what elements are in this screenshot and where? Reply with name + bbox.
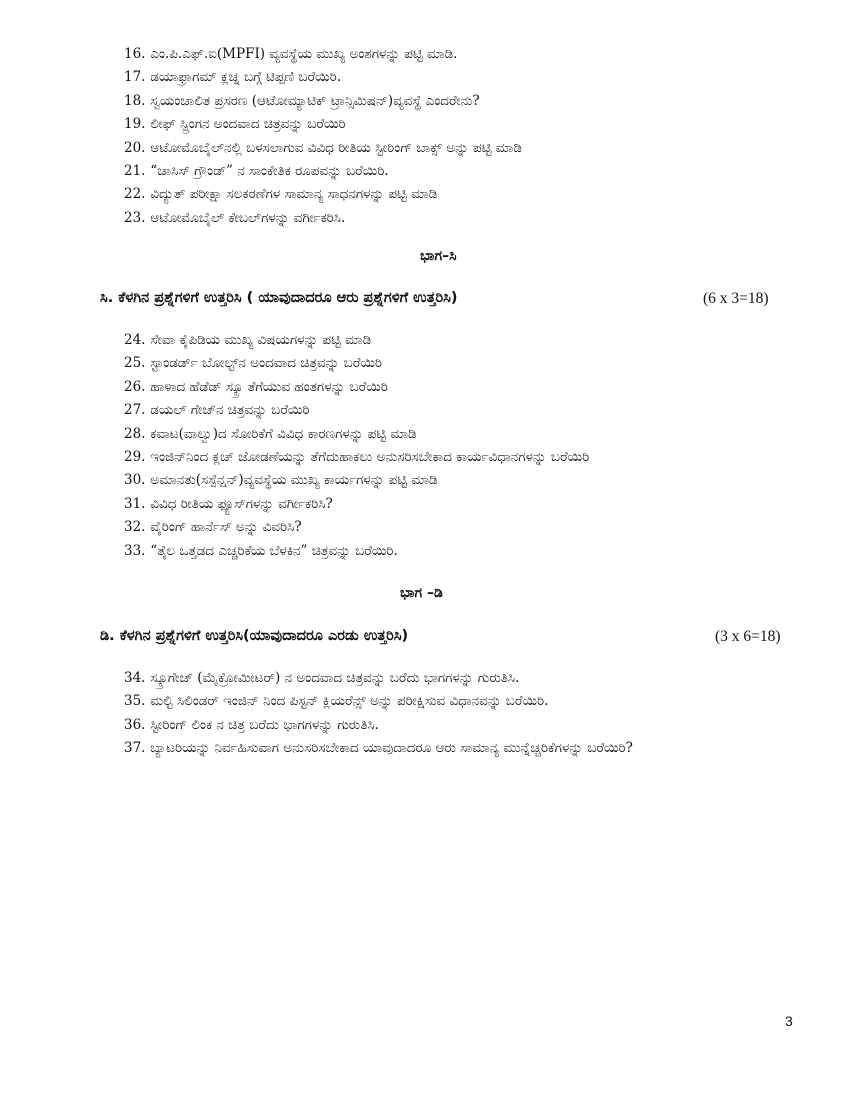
question-text: ವಿದ್ಯುತ್ ಪರೀಕ್ಷಾ ಸಲಕರಣೆಗಳ ಸಾಮಾನ್ಯ ಸಾಧನಗಳನ್ನು ಪಟ್ಟಿ ಮಾಡಿ — [150, 186, 438, 203]
question-text: ಇಂಜಿನ್‌ನಿಂದ ಕ್ಲಚ್ ಜೋಡಣೆಯನ್ನು ತೆಗೆದುಹಾಕಲು ಅನುಸರಿಸಬೇಕಾದ ಕಾರ್ಯವಿಧಾನಗಳನ್ನು ಬರೆಯಿರಿ — [150, 448, 590, 465]
question-item — [124, 714, 633, 737]
part-c-marks: (6 x 3=18) — [703, 290, 769, 307]
question-item — [124, 469, 589, 492]
question-text: ವಿವಿಧ ರೀತಿಯ ಫ್ಯೂಸ್‌ಗಳನ್ನು ವರ್ಗೀಕರಿಸಿ? — [150, 495, 333, 512]
question-list-part-c — [124, 329, 589, 563]
question-text: ಅಮಾನತು(ಸಸ್ಪೆನ್ಷನ್)ವ್ಯವಸ್ಥೆಯ ಮುಖ್ಯ ಕಾರ್ಯಗಳನ್ನು ಪಟ್ಟಿ ಮಾಡಿ — [150, 472, 438, 489]
question-item — [124, 690, 633, 713]
question-number: 18. — [124, 92, 146, 109]
question-number: 35. — [124, 693, 146, 710]
question-text: “ತೈಲ ಒತ್ತಡದ ಎಚ್ಚರಿಕೆಯ ಬೆಳಕಿನ” ಚಿತ್ರವನ್ನು ಬರೆಯಿರಿ. — [150, 542, 398, 559]
part-d-marks: (3 x 6=18) — [715, 628, 781, 645]
question-item — [124, 399, 589, 422]
question-number: 21. — [124, 162, 146, 179]
question-item — [124, 737, 633, 760]
part-d-title: ಭಾಗ –ಡಿ — [400, 585, 443, 601]
question-text: ಆಟೋಮೊಬೈಲ್ ಕೇಬಲ್‌ಗಳನ್ನು ವರ್ಗೀಕರಿಸಿ. — [150, 209, 346, 226]
question-number: 22. — [124, 186, 146, 203]
question-number: 32. — [124, 519, 146, 536]
question-text: ಡಯಾಫ್ರಾಗಮ್ ಕ್ಲಚ್ನ ಬಗ್ಗೆ ಟಿಪ್ಪಣಿ ಬರೆಯಿರಿ. — [150, 69, 342, 86]
question-number: 33. — [124, 542, 146, 559]
question-item — [124, 66, 522, 89]
part-c-instruction: ಸಿ. ಕೆಳಗಿನ ಪ್ರಶ್ನೆಗಳಿಗೆ ಉತ್ತರಿಸಿ ( ಯಾವುದಾದರೂ ಆರು ಪ್ರಶ್ನೆಗಳಿಗೆ ಉತ್ತರಿಸಿ) — [100, 290, 458, 306]
question-number: 31. — [124, 495, 146, 512]
question-text: ಬ್ಯಾಟರಿಯನ್ನು ನಿರ್ವಹಿಸುವಾಗ ಅನುಸರಿಸಬೇಕಾದ ಯಾವುದಾದರೂ ಆರು ಸಾಮಾನ್ಯ ಮುನ್ನೆಚ್ಚರಿಕೆಗಳನ್ನು ಬರೆಯಿರಿ? — [150, 740, 633, 757]
question-text: ಸ್ಟೀರಿಂಗ್ ಲಿಂಕ ನ ಚಿತ್ರ ಬರೆದು ಭಾಗಗಳನ್ನು ಗುರುತಿಸಿ. — [150, 716, 379, 733]
question-number: 26. — [124, 378, 146, 395]
question-number: 16. — [124, 46, 146, 62]
question-number: 36. — [124, 716, 146, 733]
question-text: ಸ್ವಯಂಚಾಲಿತ ಪ್ರಸರಣ (ಆಟೋಮ್ಯಾಟಿಕ್ ಟ್ರಾನ್ಸಿಮಿಷನ್)ವ್ಯವಸ್ಥೆ ಎಂದರೇನು? — [150, 92, 480, 109]
question-number: 20. — [124, 139, 146, 156]
question-item — [124, 352, 589, 375]
question-list-part-b — [124, 43, 522, 230]
question-item — [124, 329, 589, 352]
question-item — [124, 667, 633, 690]
question-item — [124, 207, 522, 230]
question-item — [124, 113, 522, 136]
question-text: ಆಟೋಮೊಬೈಲ್‌ನಲ್ಲಿ ಬಳಸಲಾಗುವ ವಿವಿಧ ರೀತಿಯ ಸ್ಟೀರಿಂಗ್ ಬಾಕ್ಸ್ ಅನ್ನು ಪಟ್ಟಿ ಮಾಡಿ — [150, 139, 522, 156]
question-item — [124, 90, 522, 113]
question-number: 28. — [124, 425, 146, 442]
question-item — [124, 540, 589, 563]
question-number: 37. — [124, 740, 146, 757]
question-number: 29. — [124, 448, 146, 465]
question-text: ಲೀಫ್ ಸ್ಪ್ರಿಂಗನ ಅಂದವಾದ ಚಿತ್ರವನ್ನು ಬರೆಯಿರಿ — [150, 116, 346, 133]
question-text: ಹಾಳಾದ ಹೆಡೆಡ್ ಸ್ಕ್ರೂ ತೆಗೆಯುವ ಹಂತಗಳನ್ನು ಬರೆಯಿರಿ — [150, 378, 388, 395]
question-item — [124, 183, 522, 206]
question-text: ಸ್ಕ್ರೂಗೇಜ್ (ಮೈಕ್ರೋಮೀಟರ್) ನ ಅಂದವಾದ ಚಿತ್ರವನ್ನು ಬರೆದು ಭಾಗಗಳನ್ನು ಗುರುತಿಸಿ. — [150, 670, 520, 686]
question-text: ಕವಾಟ(ವಾಲ್ವು)ದ ಸೋರಿಕೆಗೆ ವಿವಿಧ ಕಾರಣಗಳನ್ನು ಪಟ್ಟಿ ಮಾಡಿ — [150, 425, 417, 442]
question-item — [124, 43, 522, 66]
question-number: 27. — [124, 402, 146, 419]
question-item — [124, 516, 589, 539]
question-text: “ಚಾಸಿಸ್ ಗ್ರೌಂಡ್” ನ ಸಾಂಕೇತಿಕ ರೂಪವನ್ನು ಬರೆಯಿರಿ. — [150, 162, 389, 179]
question-number: 19. — [124, 116, 146, 133]
question-item — [124, 137, 522, 160]
question-text: ಮಲ್ಟಿ ಸಿಲಿಂಡರ್ ಇಂಜಿನ್ ನಿಂದ ಪಿಸ್ಟನ್ ಕ್ಲಿಯರೆನ್ಸ್ ಅನ್ನು ಪರೀಕ್ಷಿಸುವ ವಿಧಾನವನ್ನು ಬರೆಯಿರಿ. — [150, 693, 549, 710]
part-d-instruction: ಡಿ. ಕೆಳಗಿನ ಪ್ರಶ್ನೆಗಳಿಗೆ ಉತ್ತರಿಸಿ(ಯಾವುದಾದರೂ ಎರಡು ಉತ್ತರಿಸಿ) — [100, 628, 409, 644]
question-text: ಸೇವಾ ಕೈಪಿಡಿಯ ಮುಖ್ಯ ವಿಷಯಗಳನ್ನು ಪಟ್ಟಿ ಮಾಡಿ — [150, 332, 372, 348]
question-number: 34. — [124, 670, 146, 686]
question-number: 30. — [124, 472, 146, 489]
question-text: ಡಯಲ್ ಗೇಜ್‌ನ ಚಿತ್ರವನ್ನು ಬರೆಯಿರಿ — [150, 402, 310, 419]
question-item — [124, 423, 589, 446]
question-item — [124, 493, 589, 516]
question-number: 24. — [124, 332, 146, 348]
question-number: 17. — [124, 69, 146, 86]
question-text: ವೈರಿಂಗ್ ಹಾರ್ನೆಸ್ ಅನ್ನು ವಿವರಿಸಿ? — [150, 519, 302, 536]
question-number: 25. — [124, 355, 146, 372]
question-number: 23. — [124, 209, 146, 226]
question-item — [124, 160, 522, 183]
question-item — [124, 446, 589, 469]
question-text: ಎಂ.ಪಿ.ಎಫ್.ಐ(MPFI) ವ್ಯವಸ್ಥೆಯ ಮುಖ್ಯ ಅಂಶಗಳನ್ನು ಪಟ್ಟಿ ಮಾಡಿ. — [150, 46, 458, 62]
page-number: 3 — [785, 1013, 793, 1029]
question-item — [124, 376, 589, 399]
part-c-title: ಭಾಗ–ಸಿ — [420, 248, 457, 264]
question-list-part-d — [124, 667, 633, 761]
question-text: ಸ್ಟಾಂಡರ್ಡ್ ಬೋಲ್ಟ್‌ನ ಅಂದವಾದ ಚಿತ್ರವನ್ನು ಬರೆಯಿರಿ — [150, 355, 383, 372]
